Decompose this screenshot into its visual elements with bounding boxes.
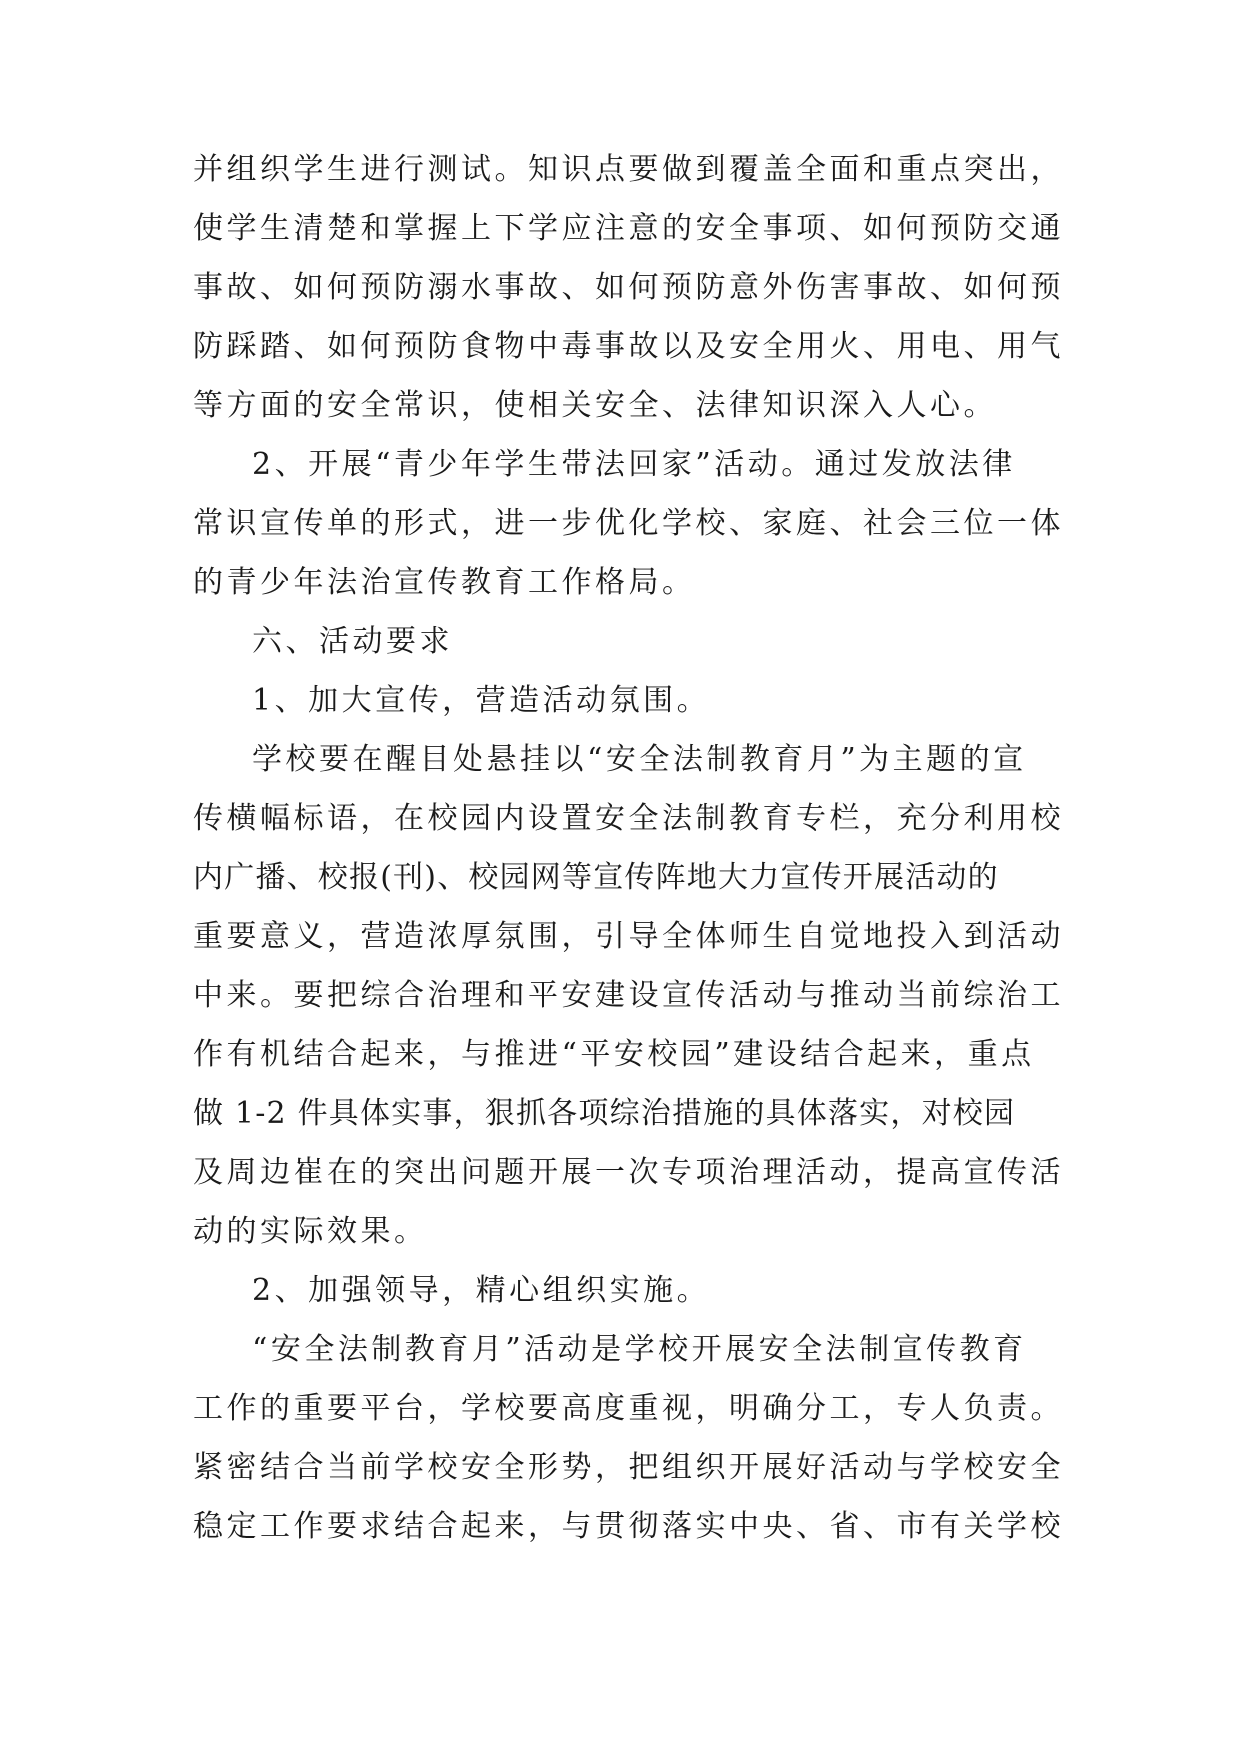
text-line: 防踩踏、如何预防食物中毒事故以及安全用火、用电、用气 (193, 329, 1064, 364)
text-line: 内广播、校报(刊)、校园网等宣传阵地大力宣传开展活动的 (193, 860, 999, 895)
text-line: 紧密结合当前学校安全形势，把组织开展好活动与学校安全 (193, 1450, 1064, 1485)
paragraph-start-line: 学校要在醒目处悬挂以“安全法制教育月”为主题的宣 (252, 742, 1027, 777)
text-line: 重要意义，营造浓厚氛围，引导全体师生自觉地投入到活动 (193, 919, 1064, 954)
text-line: 作有机结合起来，与推进“平安校园”建设结合起来，重点 (193, 1037, 1035, 1072)
text-line: 并组织学生进行测试。知识点要做到覆盖全面和重点突出， (193, 152, 1064, 187)
text-line: 动的实际效果。 (193, 1214, 428, 1249)
subsection-heading: 2、加强领导，精心组织实施。 (252, 1273, 711, 1308)
text-line: 使学生清楚和掌握上下学应注意的安全事项、如何预防交通 (193, 211, 1064, 246)
paragraph-start-line: 2、开展“青少年学生带法回家”活动。通过发放法律 (252, 447, 1016, 482)
text-line: 稳定工作要求结合起来，与贯彻落实中央、省、市有关学校 (193, 1509, 1064, 1544)
text-line: 做 1-2 件具体实事，狠抓各项综治措施的具体落实，对校园 (193, 1096, 1016, 1131)
text-line: 等方面的安全常识，使相关安全、法律知识深入人心。 (193, 388, 997, 423)
text-line: 传横幅标语，在校园内设置安全法制教育专栏，充分利用校 (193, 801, 1064, 836)
subsection-heading: 1、加大宣传，营造活动氛围。 (252, 683, 711, 718)
paragraph-start-line: “安全法制教育月”活动是学校开展安全法制宣传教育 (252, 1332, 1027, 1367)
text-line: 事故、如何预防溺水事故、如何预防意外伤害事故、如何预 (193, 270, 1064, 305)
text-line: 中来。要把综合治理和平安建设宣传活动与推动当前综治工 (193, 978, 1064, 1013)
text-line: 及周边崔在的突出问题开展一次专项治理活动，提高宣传活 (193, 1155, 1064, 1190)
section-heading: 六、活动要求 (252, 624, 453, 659)
text-line: 的青少年法治宣传教育工作格局。 (193, 565, 696, 600)
text-line: 常识宣传单的形式，进一步优化学校、家庭、社会三位一体 (193, 506, 1064, 541)
text-line: 工作的重要平台，学校要高度重视，明确分工，专人负责。 (193, 1391, 1064, 1426)
